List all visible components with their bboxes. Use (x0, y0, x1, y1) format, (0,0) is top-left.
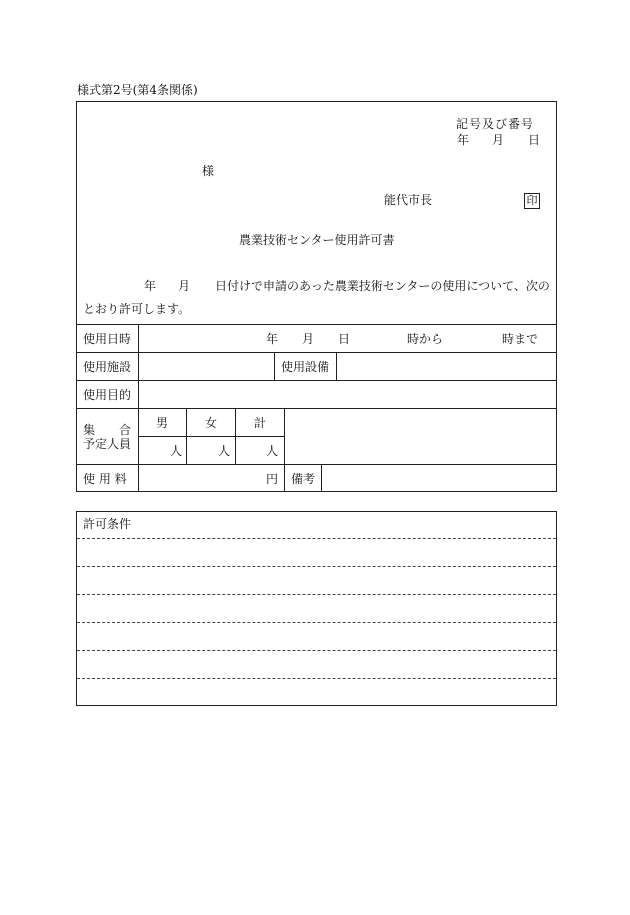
use-datetime-month: 月 (302, 332, 315, 346)
equipment-label: 使用設備 (281, 360, 330, 374)
conditions-label: 許可条件 (83, 517, 132, 531)
form-label: 様式第2号(第4条関係) (77, 83, 198, 97)
fee-yen: 円 (266, 472, 279, 486)
use-datetime-from: 時から (407, 332, 444, 346)
facility-label: 使用施設 (83, 360, 132, 374)
body-line1: 日付けで申請のあった農業技術センターの使用について、次の (215, 279, 550, 293)
attendees-label-line2: 予定人員 (83, 437, 132, 451)
use-datetime-until: 時まで (502, 332, 539, 346)
permit-document (76, 101, 557, 492)
body-year: 年 (144, 279, 157, 293)
header-month: 月 (492, 133, 505, 147)
conditions-line (77, 566, 556, 567)
use-datetime-label: 使用日時 (83, 332, 132, 346)
body-month: 月 (178, 279, 191, 293)
permit-conditions-box (76, 511, 557, 706)
record-number-label: 記号及び番号 (456, 117, 535, 131)
conditions-line (77, 538, 556, 539)
attendees-label-line1: 集 合 (83, 423, 132, 437)
conditions-line (77, 622, 556, 623)
attendees-male-unit: 人 (170, 444, 183, 458)
body-line2: とおり許可します。 (83, 302, 191, 316)
conditions-line (77, 678, 556, 679)
issuer-name: 能代市長 (384, 193, 433, 207)
conditions-line (77, 650, 556, 651)
fee-label: 使 用 料 (83, 472, 127, 486)
remarks-label: 備考 (291, 472, 316, 486)
use-datetime-year: 年 (266, 332, 279, 346)
attendees-total-label: 計 (254, 416, 267, 430)
purpose-label: 使用目的 (83, 388, 132, 402)
addressee-suffix: 様 (202, 164, 215, 178)
header-year: 年 (457, 133, 470, 147)
attendees-total-unit: 人 (266, 444, 279, 458)
header-day: 日 (528, 133, 541, 147)
attendees-female-unit: 人 (218, 444, 231, 458)
conditions-line (77, 594, 556, 595)
attendees-female-label: 女 (205, 416, 218, 430)
seal-mark: 印 (524, 193, 540, 209)
attendees-male-label: 男 (156, 416, 169, 430)
use-datetime-day: 日 (338, 332, 351, 346)
document-title: 農業技術センター使用許可書 (239, 233, 395, 247)
